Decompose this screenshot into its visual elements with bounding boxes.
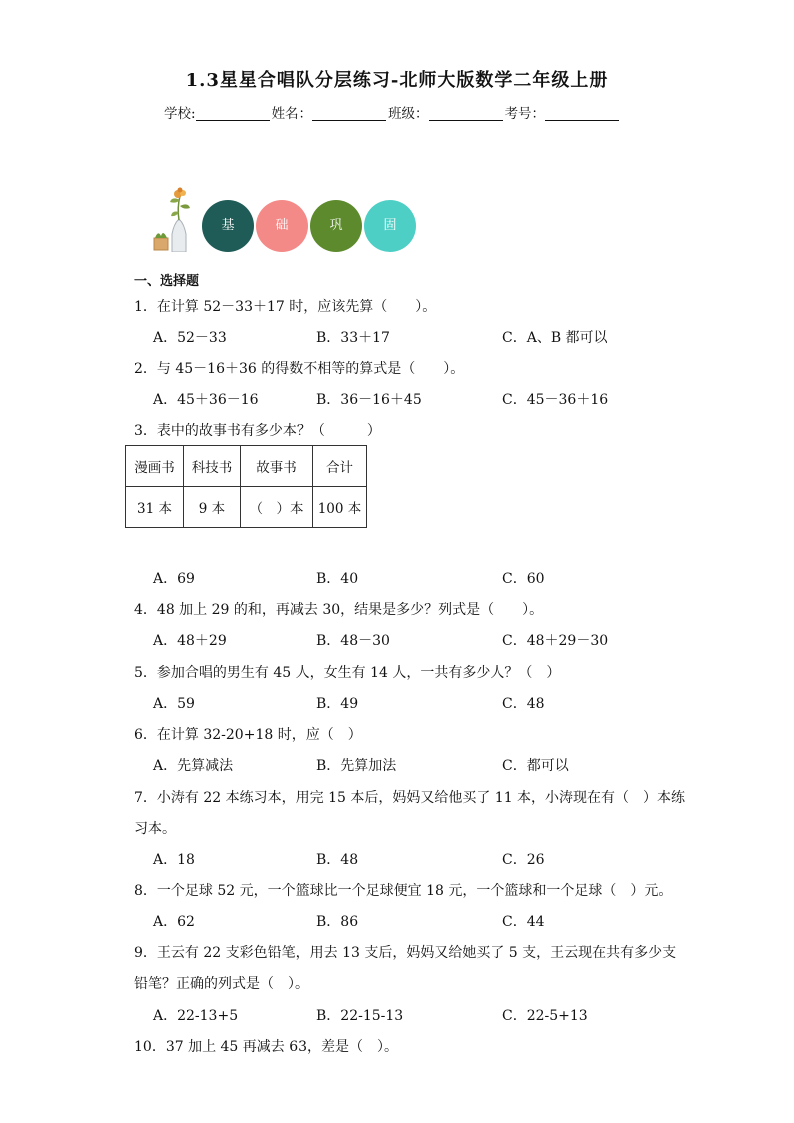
q6-option-b: B．先算加法 xyxy=(316,758,397,774)
q5-option-c: C．48 xyxy=(502,696,545,712)
table-cell: （ ）本 xyxy=(241,487,313,528)
q9-option-b: B．22-15-13 xyxy=(316,1008,404,1024)
table-cell: 31 本 xyxy=(126,487,184,528)
table-header-cell: 故事书 xyxy=(241,446,313,487)
q4-option-b: B．48－30 xyxy=(316,633,390,649)
table-header-cell: 科技书 xyxy=(184,446,241,487)
question-7: 7．小涛有 22 本练习本，用完 15 本后，妈妈又给他买了 11 本，小涛现在有（ ）本练 xyxy=(134,790,686,806)
q8-option-b: B．86 xyxy=(316,914,359,930)
class-blank xyxy=(429,106,503,121)
banner-circle-1: 基 xyxy=(202,200,254,252)
name-label: 姓名： xyxy=(271,106,313,122)
table-header-row xyxy=(126,446,367,487)
q2-option-a: A．45＋36－16 xyxy=(153,392,259,408)
class-label: 班级： xyxy=(388,106,429,122)
banner-circle-3: 巩 xyxy=(310,200,362,252)
q3-option-a: A．69 xyxy=(153,571,195,587)
section-title: 一、选择题 xyxy=(134,274,200,289)
plant-vase-icon xyxy=(150,186,196,252)
q3-option-c: C．60 xyxy=(502,571,545,587)
q2-option-c: C．45－36＋16 xyxy=(502,392,609,408)
table-header-cell: 漫画书 xyxy=(126,446,184,487)
q7-option-a: A．18 xyxy=(153,852,195,868)
q3-option-b: B．40 xyxy=(316,571,359,587)
table-cell: 100 本 xyxy=(313,487,367,528)
question-4: 4．48 加上 29 的和，再减去 30，结果是多少？列式是（ ）。 xyxy=(134,602,544,618)
q4-option-a: A．48＋29 xyxy=(153,633,227,649)
table-header-cell: 合计 xyxy=(313,446,367,487)
school-blank xyxy=(196,106,270,121)
question-2: 2．与 45－16＋36 的得数不相等的算式是（ ）。 xyxy=(134,361,465,377)
question-1: 1．在计算 52－33＋17 时，应该先算（ ）。 xyxy=(134,299,437,315)
q8-option-c: C．44 xyxy=(502,914,545,930)
question-9: 9．王云有 22 支彩色铅笔，用去 13 支后，妈妈又给她买了 5 支，王云现在共有多少支 xyxy=(134,945,677,961)
q2-option-b: B．36－16＋45 xyxy=(316,392,422,408)
q1-option-a: A．52－33 xyxy=(153,330,227,346)
q8-option-a: A．62 xyxy=(153,914,195,930)
question-6: 6．在计算 32-20+18 时，应（ ） xyxy=(134,727,362,743)
books-table xyxy=(125,445,367,528)
school-label: 学校: xyxy=(164,106,196,122)
question-7-cont: 习本。 xyxy=(134,821,176,837)
q9-option-a: A．22-13+5 xyxy=(153,1008,239,1024)
q6-option-c: C．都可以 xyxy=(502,758,569,774)
q6-option-a: A．先算减法 xyxy=(153,758,234,774)
table-cell: 9 本 xyxy=(184,487,241,528)
q9-option-c: C．22-5+13 xyxy=(502,1008,588,1024)
q5-option-a: A．59 xyxy=(153,696,195,712)
student-info-line xyxy=(164,102,621,122)
q1-option-c: C．A、B 都可以 xyxy=(502,330,608,346)
q4-option-c: C．48＋29－30 xyxy=(502,633,609,649)
banner-circle-2: 础 xyxy=(256,200,308,252)
table-row xyxy=(126,487,367,528)
page-title: 1.3星星合唱队分层练习-北师大版数学二年级上册 xyxy=(185,70,609,91)
question-3: 3．表中的故事书有多少本？（ ） xyxy=(134,423,381,439)
question-5: 5．参加合唱的男生有 45 人，女生有 14 人，一共有多少人？（ ） xyxy=(134,665,561,681)
q1-option-b: B．33＋17 xyxy=(316,330,390,346)
question-9-cont: 铅笔？正确的列式是（ ）。 xyxy=(134,976,309,992)
q7-option-b: B．48 xyxy=(316,852,359,868)
banner-circle-4: 固 xyxy=(364,200,416,252)
question-8: 8．一个足球 52 元，一个篮球比一个足球便宜 18 元，一个篮球和一个足球（ ）元。 xyxy=(134,883,673,899)
name-blank xyxy=(312,106,386,121)
exam-no-blank xyxy=(545,106,619,121)
q7-option-c: C．26 xyxy=(502,852,545,868)
section-banner xyxy=(150,186,430,256)
question-10: 10．37 加上 45 再减去 63，差是（ ）。 xyxy=(134,1039,399,1055)
exam-no-label: 考号： xyxy=(504,106,546,122)
q5-option-b: B．49 xyxy=(316,696,359,712)
